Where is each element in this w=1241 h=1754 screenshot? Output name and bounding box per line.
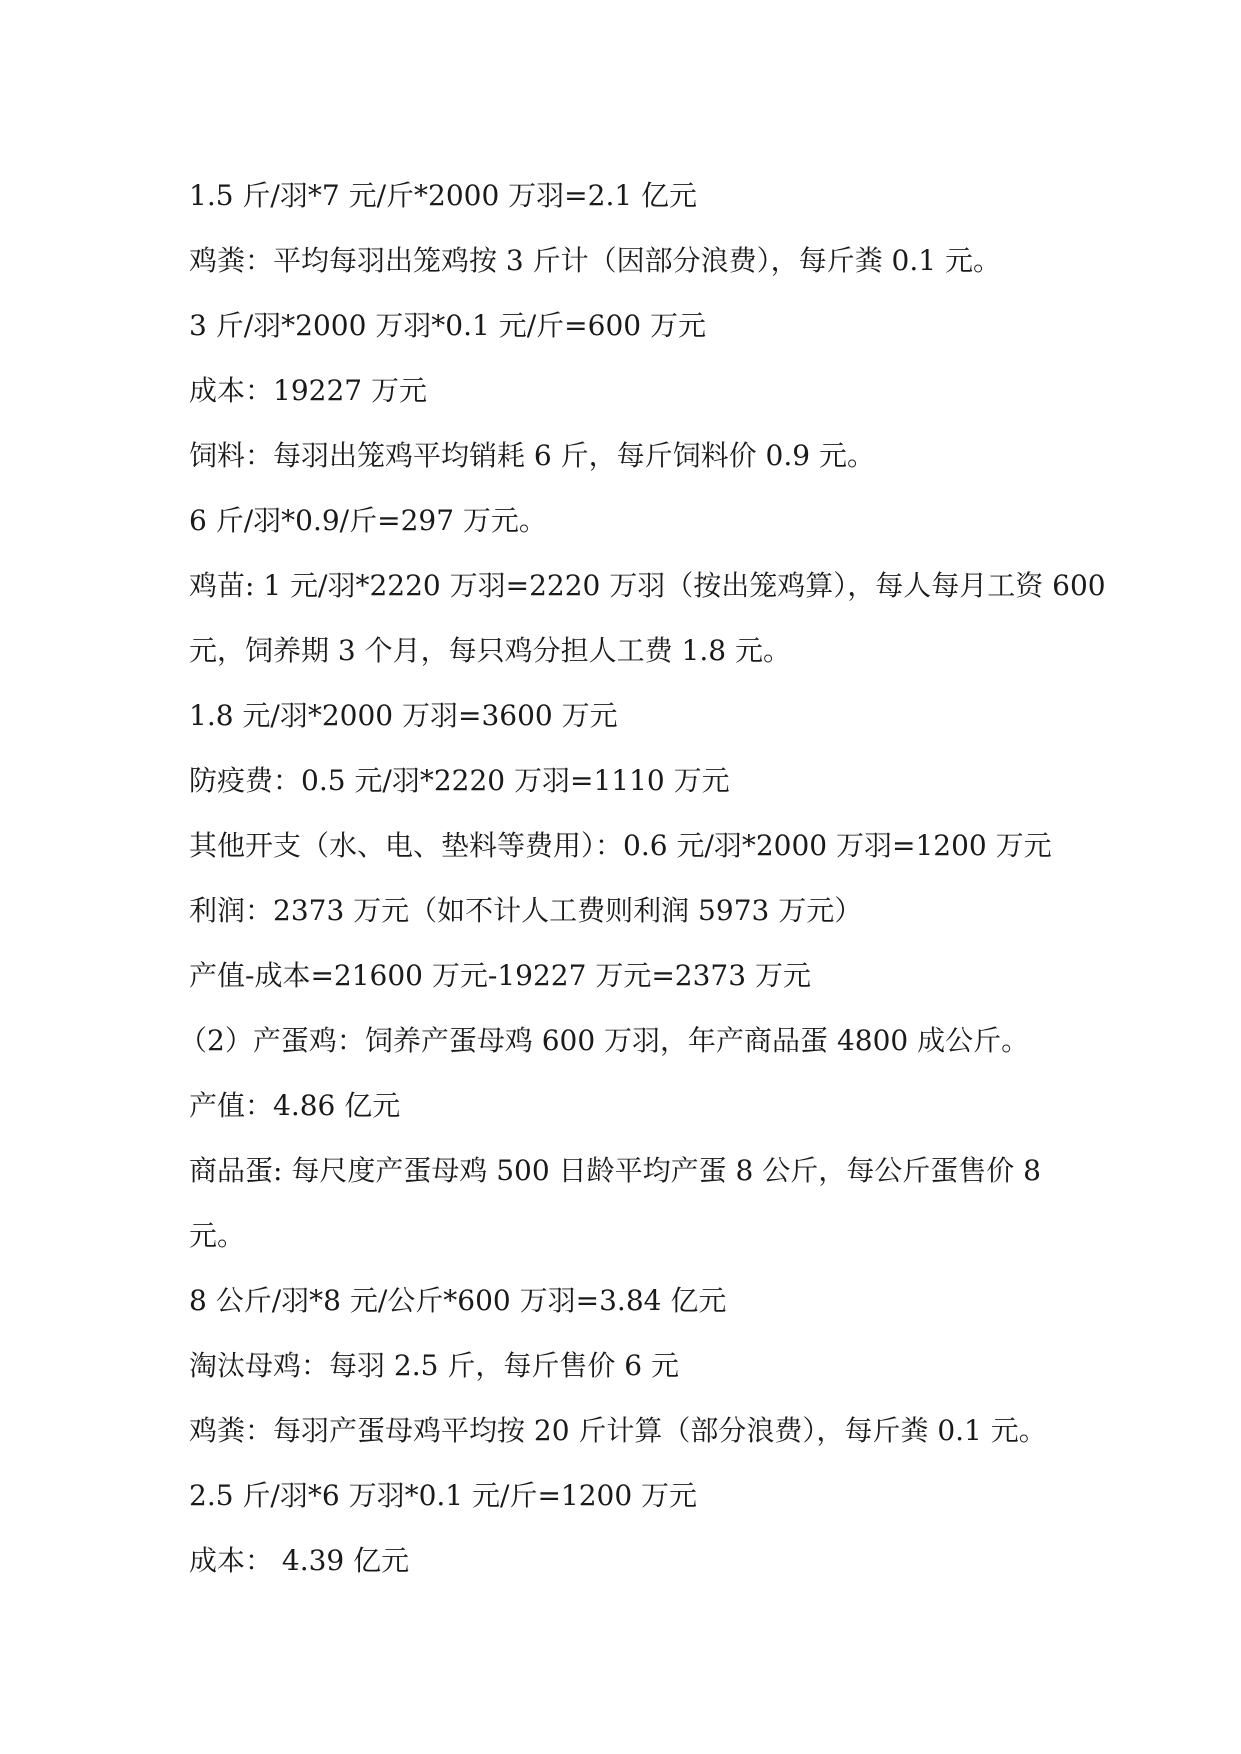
text-line: 成本： 4.39 亿元: [189, 1544, 410, 1577]
text-line: 利润：2373 万元（如不计人工费则利润 5973 万元）: [189, 894, 863, 927]
text-line: 产值：4.86 亿元: [189, 1089, 401, 1122]
section-heading: （2）产蛋鸡：饲养产蛋母鸡 600 万羽，年产商品蛋 4800 成公斤。: [179, 1024, 1030, 1057]
text-line: 其他开支（水、电、垫料等费用）：0.6 元/羽*2000 万羽=1200 万元: [189, 829, 1052, 862]
text-line: 2.5 斤/羽*6 万羽*0.1 元/斤=1200 万元: [189, 1479, 698, 1512]
text-line: 淘汰母鸡：每羽 2.5 斤，每斤售价 6 元: [189, 1349, 679, 1382]
text-line: 饲料：每羽出笼鸡平均销耗 6 斤，每斤饲料价 0.9 元。: [189, 439, 875, 472]
text-line: 鸡粪：平均每羽出笼鸡按 3 斤计（因部分浪费），每斤粪 0.1 元。: [189, 244, 1001, 277]
text-line: 元，饲养期 3 个月，每只鸡分担人工费 1.8 元。: [189, 634, 791, 667]
text-line: 防疫费：0.5 元/羽*2220 万羽=1110 万元: [189, 764, 730, 797]
text-line: 产值-成本=21600 万元-19227 万元=2373 万元: [189, 959, 811, 992]
text-line: 3 斤/羽*2000 万羽*0.1 元/斤=600 万元: [189, 309, 706, 342]
text-line: 成本：19227 万元: [189, 374, 427, 407]
text-line: 1.5 斤/羽*7 元/斤*2000 万羽=2.1 亿元: [189, 179, 698, 212]
text-line: 6 斤/羽*0.9/斤=297 万元。: [189, 504, 547, 537]
text-line: 鸡粪：每羽产蛋母鸡平均按 20 斤计算（部分浪费），每斤粪 0.1 元。: [189, 1414, 1047, 1447]
text-line: 鸡苗: 1 元/羽*2220 万羽=2220 万羽（按出笼鸡算），每人每月工资 600: [189, 569, 1106, 602]
text-line: 8 公斤/羽*8 元/公斤*600 万羽=3.84 亿元: [189, 1284, 727, 1317]
text-line: 1.8 元/羽*2000 万羽=3600 万元: [189, 699, 618, 732]
text-line: 元。: [189, 1219, 246, 1252]
text-line: 商品蛋: 每尺度产蛋母鸡 500 日龄平均产蛋 8 公斤，每公斤蛋售价 8: [189, 1154, 1041, 1187]
document-body: [179, 163, 1106, 1593]
